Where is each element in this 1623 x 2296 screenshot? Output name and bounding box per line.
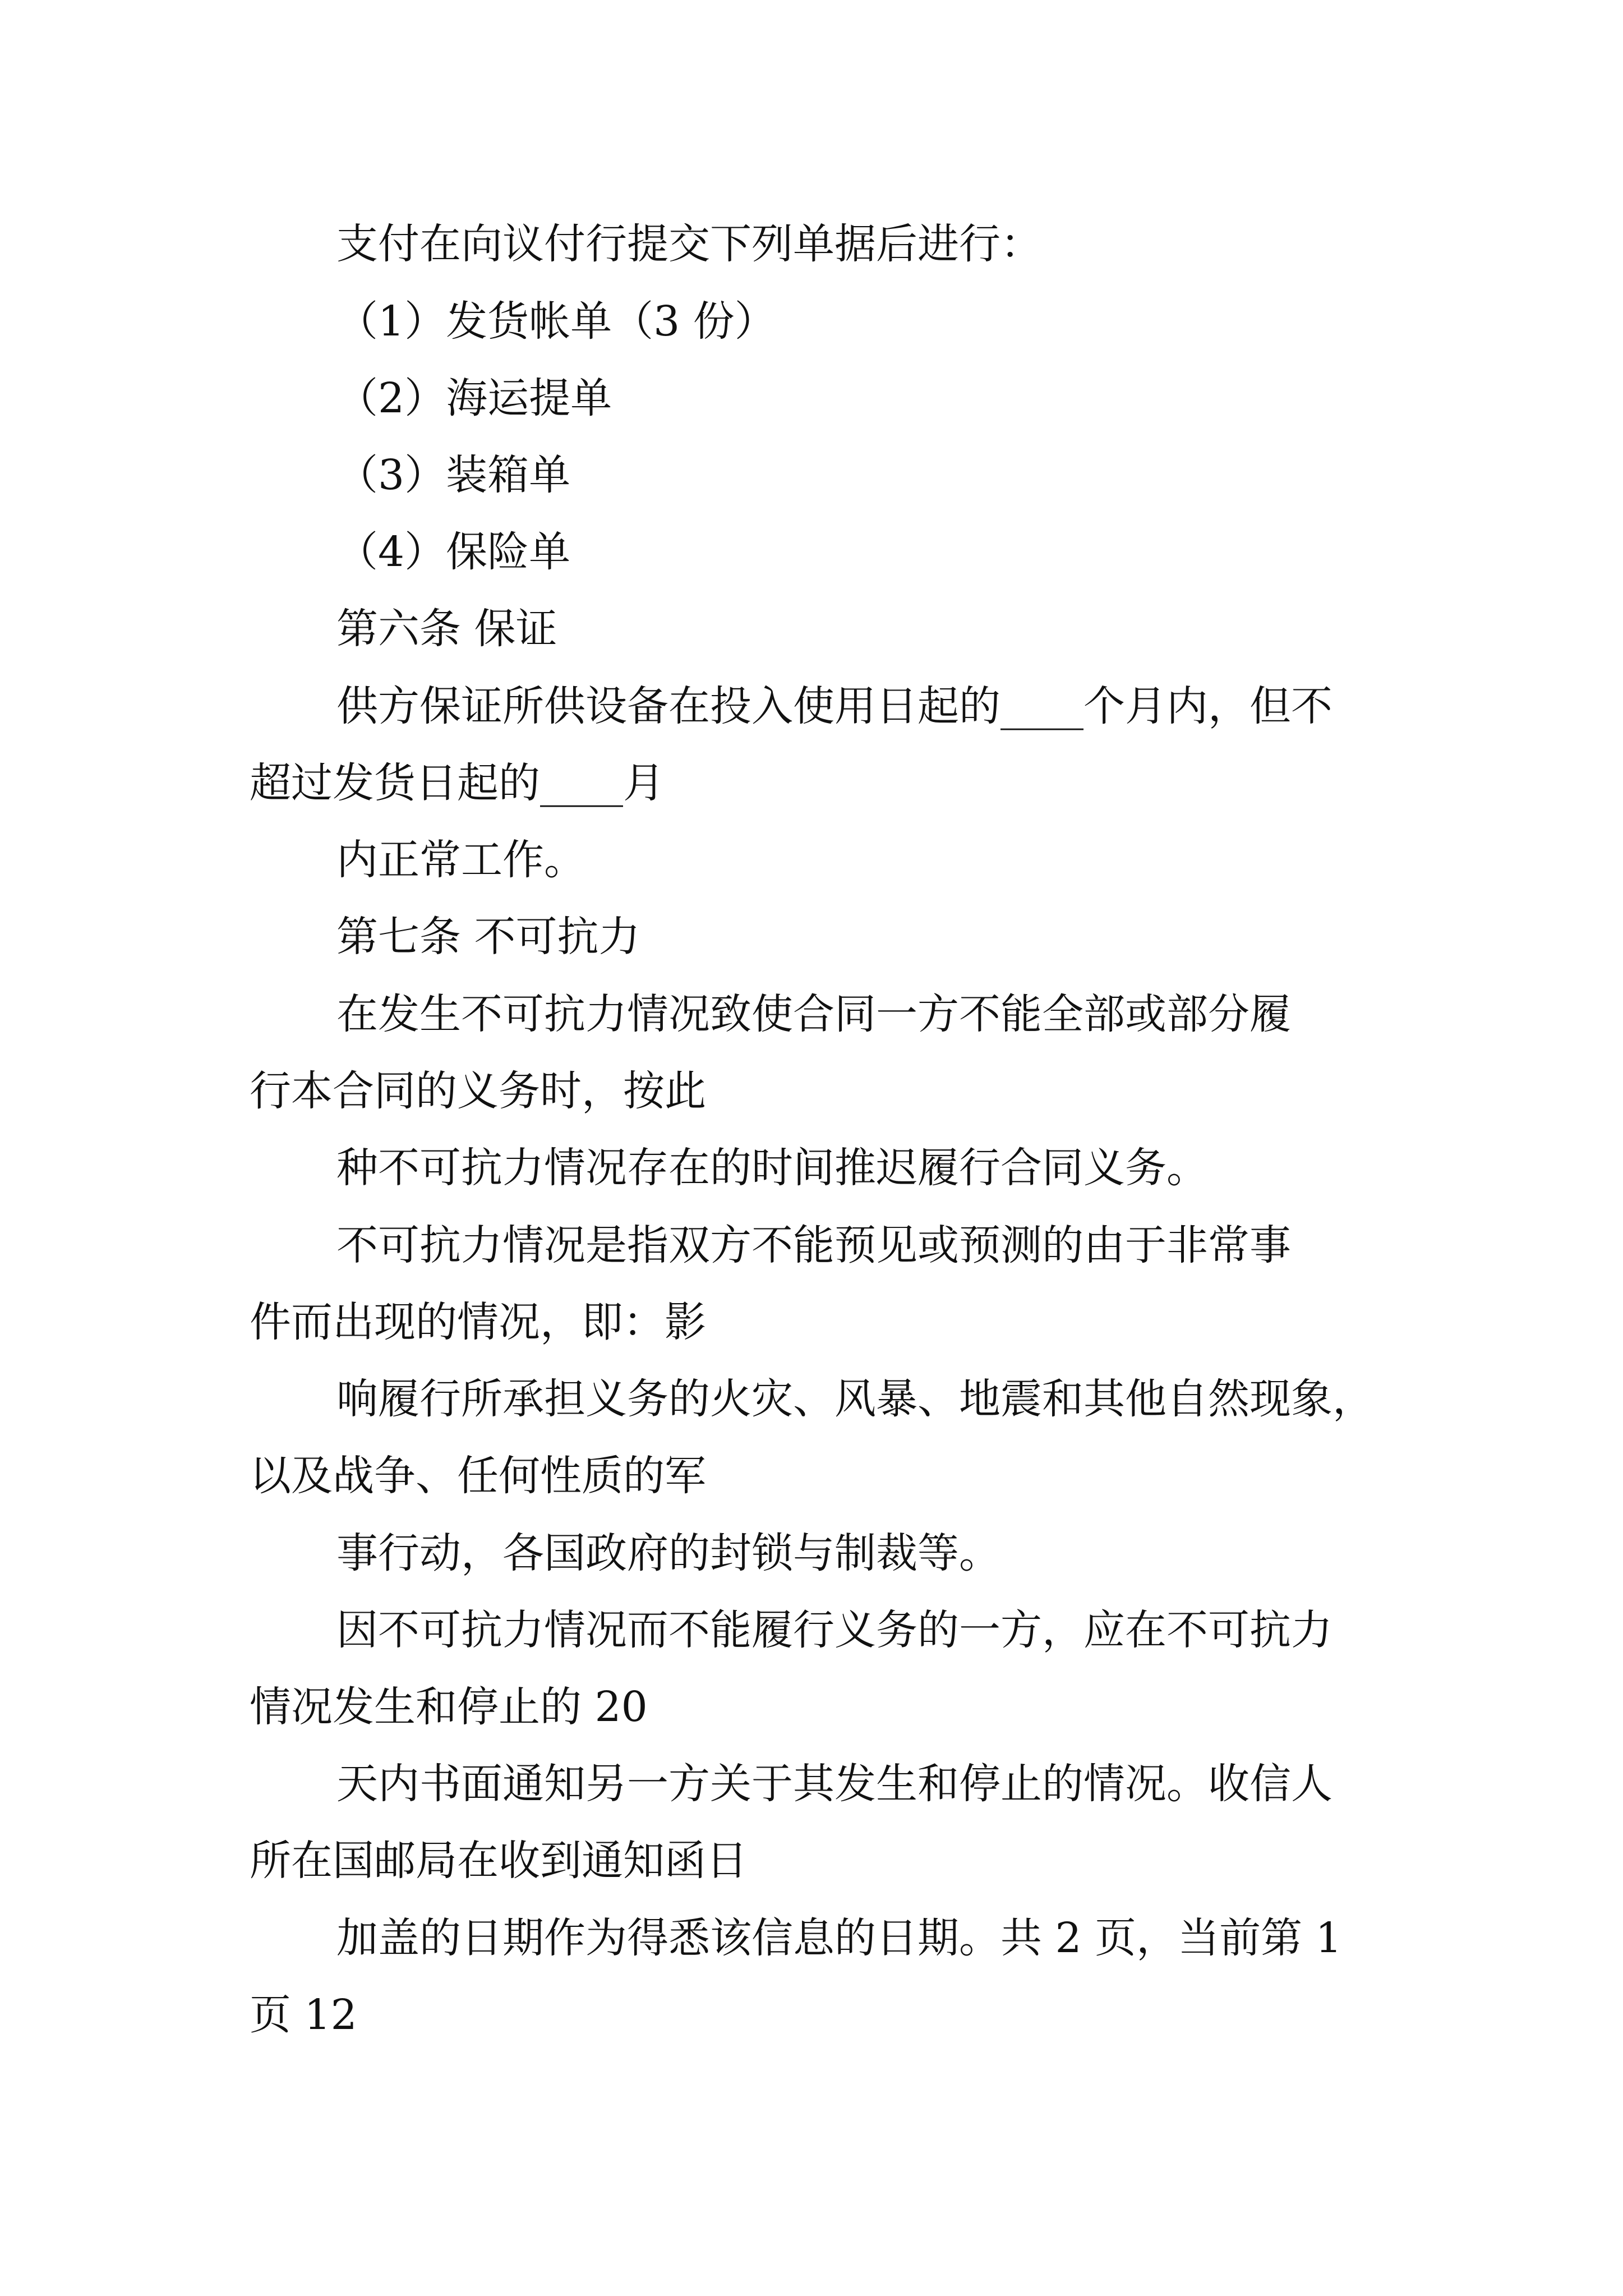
paragraph-line: 支付在向议付行提交下列单据后进行：: [336, 220, 1042, 268]
paragraph-line: 在发生不可抗力情况致使合同一方不能全部或部分履: [336, 990, 1291, 1038]
page-footer-line: 页 12: [250, 1991, 357, 2039]
paragraph-line: 因不可抗力情况而不能履行义务的一方，应在不可抗力: [336, 1606, 1332, 1654]
paragraph-line: 超过发货日起的____月: [250, 759, 665, 807]
section-heading: 第七条 不可抗力: [336, 913, 640, 961]
list-item-line: （2）海运提单: [336, 374, 612, 422]
paragraph-line: 内正常工作。: [336, 836, 585, 884]
paragraph-line: 事行动，各国政府的封锁与制裁等。: [336, 1529, 1000, 1577]
section-heading: 第六条 保证: [336, 605, 557, 653]
paragraph-line: 情况发生和停止的 20: [250, 1683, 648, 1731]
paragraph-line: 不可抗力情况是指双方不能预见或预测的由于非常事: [336, 1221, 1291, 1269]
list-item-line: （4）保险单: [336, 528, 571, 576]
list-item-line: （1）发货帐单（3 份）: [336, 297, 776, 346]
paragraph-line: 响履行所承担义务的火灾、风暴、地震和其他自然现象，: [336, 1375, 1374, 1423]
paragraph-line: 天内书面通知另一方关于其发生和停止的情况。收信人: [336, 1760, 1332, 1808]
paragraph-line: 以及战争、任何性质的军: [250, 1452, 706, 1500]
paragraph-line: 供方保证所供设备在投入使用日起的____个月内，但不: [336, 682, 1332, 730]
paragraph-line: 种不可抗力情况存在的时间推迟履行合同义务。: [336, 1144, 1208, 1192]
paragraph-line: 件而出现的情况，即：影: [250, 1298, 706, 1346]
paragraph-line: 所在国邮局在收到通知函日: [250, 1837, 748, 1885]
paragraph-line: 行本合同的义务时，按此: [250, 1067, 706, 1115]
list-item-line: （3）装箱单: [336, 451, 571, 499]
paragraph-line: 加盖的日期作为得悉该信息的日期。共 2 页，当前第 1: [336, 1914, 1342, 1962]
